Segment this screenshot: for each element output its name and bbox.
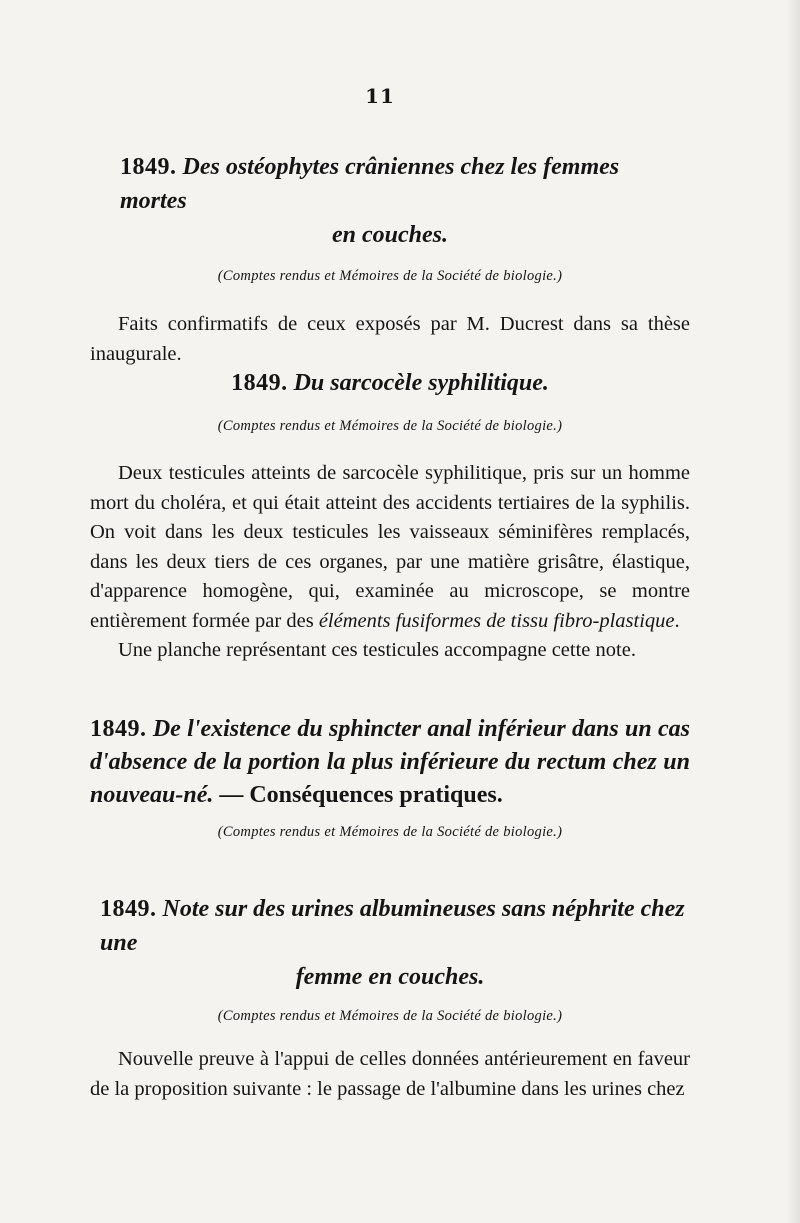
- entry-paragraph: Faits confirmatifs de ceux exposés par M. Ducrest dans sa thèse inaugurale.: [90, 313, 690, 365]
- entry-source: (Comptes rendus et Mémoires de la Société de biologie.): [217, 418, 563, 434]
- entry-title-line-2: en couches.: [332, 222, 448, 248]
- entry-title: Du sarcocèle syphilitique.: [293, 370, 549, 396]
- entry-title-suffix: — Conséquences pratiques.: [219, 782, 503, 808]
- entry-year: 1849.: [90, 716, 147, 742]
- entry-sphincter: [90, 713, 690, 841]
- entry-heading: [90, 892, 690, 960]
- page-number: 11: [365, 84, 395, 108]
- entry-heading: [90, 713, 690, 812]
- entry-heading-line-2: [90, 218, 690, 252]
- entry-title-line-1: Note sur des urines albumineuses sans néphrite chez une: [100, 896, 685, 956]
- entry-body: [90, 310, 690, 369]
- entry-source: (Comptes rendus et Mémoires de la Société de biologie.): [217, 1008, 563, 1024]
- page-edge-shadow: [786, 0, 800, 1223]
- entry-paragraph: Nouvelle preuve à l'appui de celles données antérieurement en faveur de la proposition suivante : le passage de l'albumine dans les urines chez: [90, 1048, 690, 1100]
- entry-paragraph-end: .: [674, 609, 680, 632]
- entry-paragraph-second: Une planche représentant ces testicules accompagne cette note.: [118, 639, 636, 661]
- entry-paragraph-text: Deux testicules atteints de sarcocèle syphilitique, pris sur un homme mort du choléra, et qui était atteint des accidents tertiaires de la syphilis. On voit dans les deux testicules les vaisseaux séminifères remplacés, dans les deux tiers de ces organes, par une matière grisâtre, élastique, d'apparence homogène, qui, examinée au microscope, se montre entièrement formée par des: [90, 462, 690, 632]
- entry-title-line-1: Des ostéophytes crâniennes chez les femmes mortes: [120, 154, 620, 214]
- entry-heading-line-2: [90, 960, 690, 994]
- entry-body: [90, 459, 690, 666]
- entry-source: (Comptes rendus et Mémoires de la Société de biologie.): [217, 824, 563, 840]
- entry-sarcocele: [90, 366, 690, 666]
- entry-year: 1849.: [231, 370, 288, 396]
- entry-body: [90, 1045, 690, 1104]
- entry-paragraph: [90, 459, 690, 636]
- entry-title: De l'existence du sphincter anal inférieur dans un cas d'absence de la portion la plus inférieure du rectum chez un nouveau-né.: [90, 716, 690, 808]
- entry-heading: [90, 150, 690, 218]
- entry-osteophytes: [90, 150, 690, 369]
- entry-heading: [90, 366, 690, 400]
- entry-paragraph-italic: éléments fusiformes de tissu fibro-plastique: [318, 609, 675, 632]
- entry-urines-albumineuses: [90, 892, 690, 1104]
- entry-year: 1849.: [120, 154, 177, 180]
- entry-year: 1849.: [100, 896, 157, 922]
- entry-source: (Comptes rendus et Mémoires de la Société de biologie.): [217, 268, 563, 284]
- entry-title-line-2: femme en couches.: [295, 964, 485, 990]
